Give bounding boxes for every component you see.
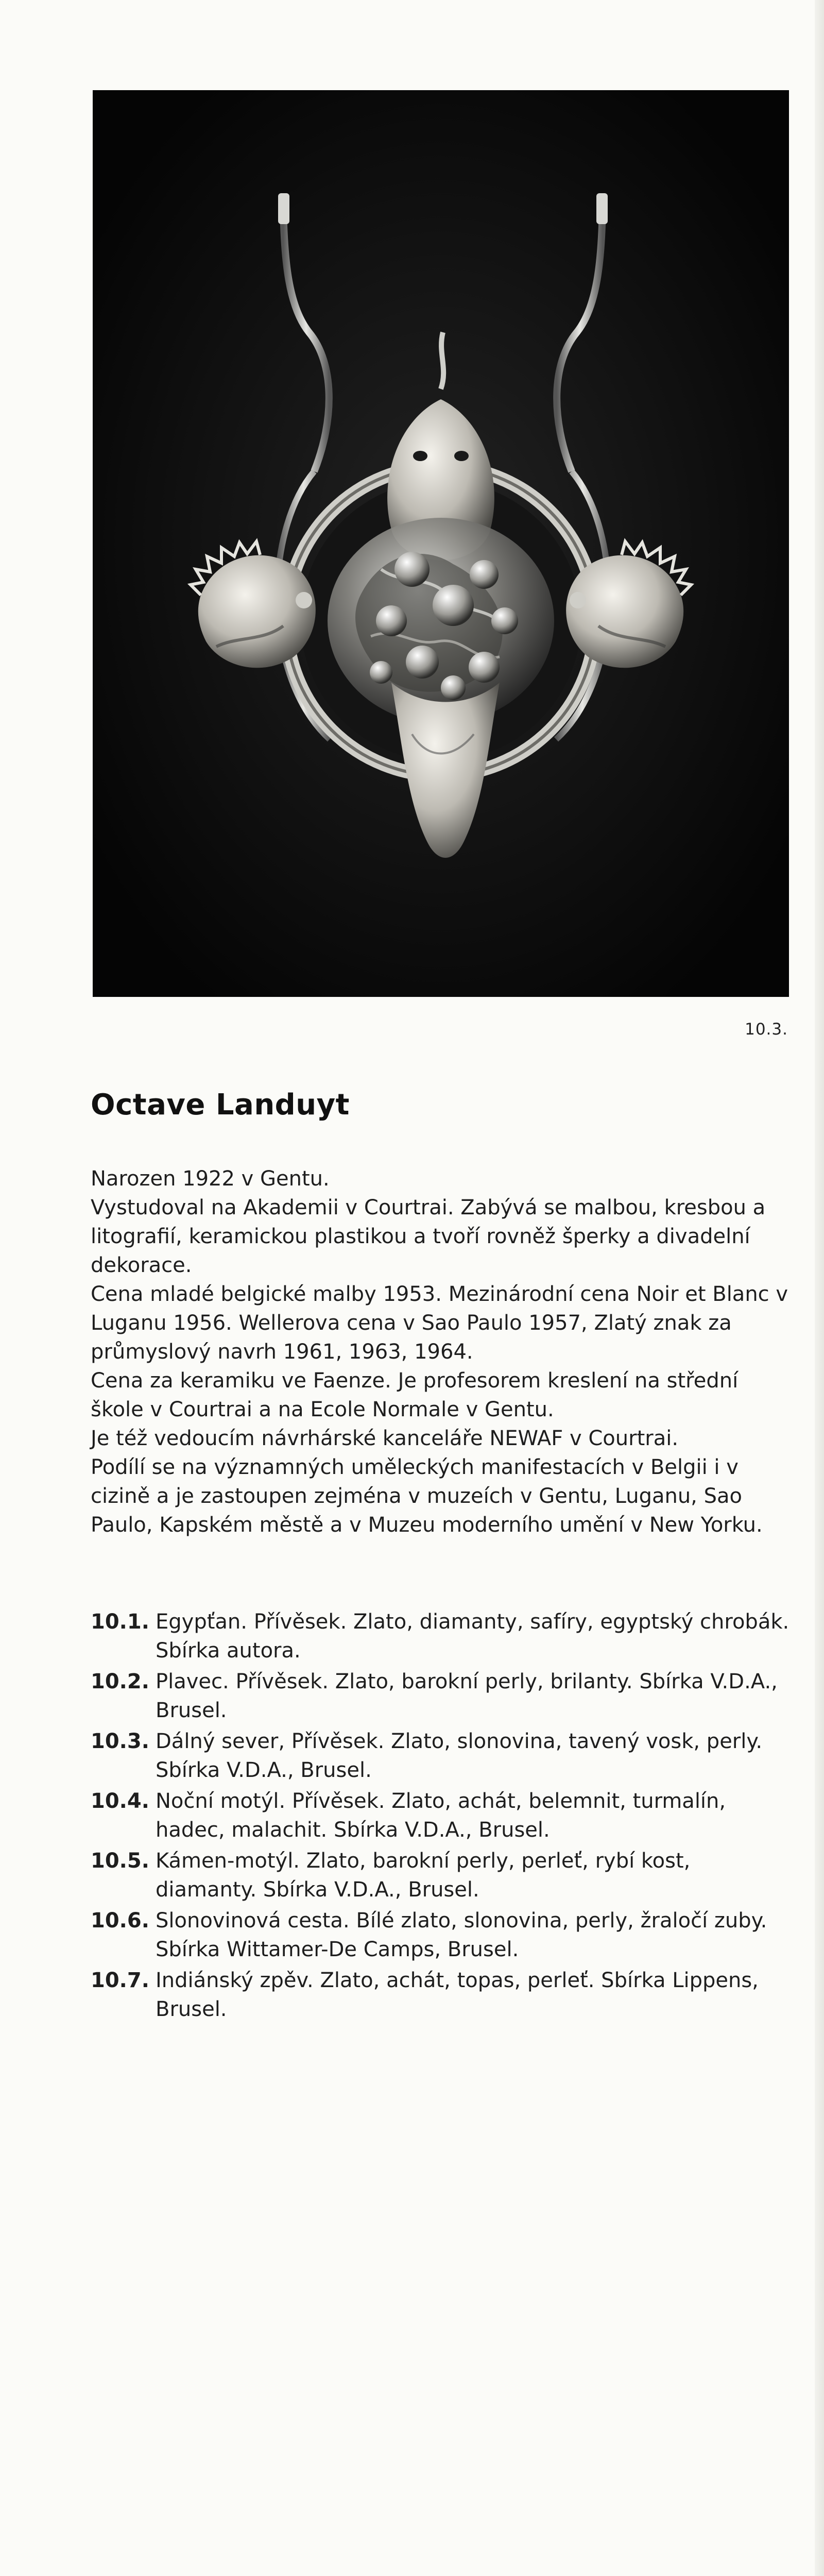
caption-text: Egypťan. Přívěsek. Zlato, diamanty, safíry, egyptský chrobák. Sbírka autora. xyxy=(156,1610,789,1663)
pendant-illustration xyxy=(93,90,789,997)
caption-text: Noční motýl. Přívěsek. Zlato, achát, belemnit, turmalín, hadec, malachit. Sbírka V.D.A., Brusel. xyxy=(156,1789,726,1842)
caption-item xyxy=(91,1607,791,1665)
caption-item xyxy=(91,1906,791,1964)
caption-text: Indiánský zpěv. Zlato, achát, topas, perleť. Sbírka Lippens, Brusel. xyxy=(156,1969,759,2021)
bio-paragraph: Cena mladé belgické malby 1953. Mezinárodní cena Noir et Blanc v Luganu 1956. Wellerova cena v Sao Paulo 1957, Zlatý znak za průmyslový navrh 1961, 1963, 1964. xyxy=(91,1282,788,1364)
caption-item xyxy=(91,1787,791,1844)
bio-paragraph: Je též vedoucím návrhárské kanceláře NEWAF v Courtrai. xyxy=(91,1427,679,1450)
bio-paragraph: Cena za keramiku ve Faenze. Je profesorem kreslení na střední škole v Courtrai a na Ecole Normale v Gentu. xyxy=(91,1369,739,1421)
artist-name: Octave Landuyt xyxy=(91,1088,350,1122)
artist-biography xyxy=(91,1164,791,1539)
bio-paragraph: Vystudoval na Akademii v Courtrai. Zabývá se malbou, kresbou a litografií, keramickou plastikou a tvoří rovněž šperky a divadelní dekorace. xyxy=(91,1196,766,1277)
caption-number: 10.1. xyxy=(91,1610,149,1634)
caption-text: Kámen-motýl. Zlato, barokní perly, perleť, rybí kost, diamanty. Sbírka V.D.A., Brusel. xyxy=(156,1849,691,1902)
caption-number: 10.6. xyxy=(91,1909,149,1933)
caption-item xyxy=(91,1846,791,1904)
caption-text: Slonovinová cesta. Bílé zlato, slonovina, perly, žraločí zuby. Sbírka Wittamer-De Camps, Brusel. xyxy=(156,1909,767,1961)
jewelry-photograph xyxy=(93,90,789,997)
caption-number: 10.4. xyxy=(91,1789,149,1813)
bio-paragraph: Narozen 1922 v Gentu. xyxy=(91,1167,330,1191)
caption-item xyxy=(91,1966,791,2024)
figure-number: 10.3. xyxy=(745,1020,788,1039)
caption-text: Plavec. Přívěsek. Zlato, barokní perly, brilanty. Sbírka V.D.A., Brusel. xyxy=(156,1670,778,1722)
caption-item xyxy=(91,1727,791,1785)
bio-paragraph: Podílí se na významných uměleckých manifestacích v Belgii i v cizině a je zastoupen zejména v muzeích v Gentu, Luganu, Sao Paulo, Kapském městě a v Muzeu moderního umění v New Yorku. xyxy=(91,1455,763,1537)
caption-number: 10.2. xyxy=(91,1670,149,1693)
caption-item xyxy=(91,1667,791,1725)
caption-list xyxy=(91,1607,791,2026)
caption-text: Dálný sever, Přívěsek. Zlato, slonovina, tavený vosk, perly. Sbírka V.D.A., Brusel. xyxy=(156,1730,763,1782)
caption-number: 10.3. xyxy=(91,1730,149,1753)
caption-number: 10.7. xyxy=(91,1969,149,1992)
page-edge xyxy=(815,0,824,2576)
caption-number: 10.5. xyxy=(91,1849,149,1873)
